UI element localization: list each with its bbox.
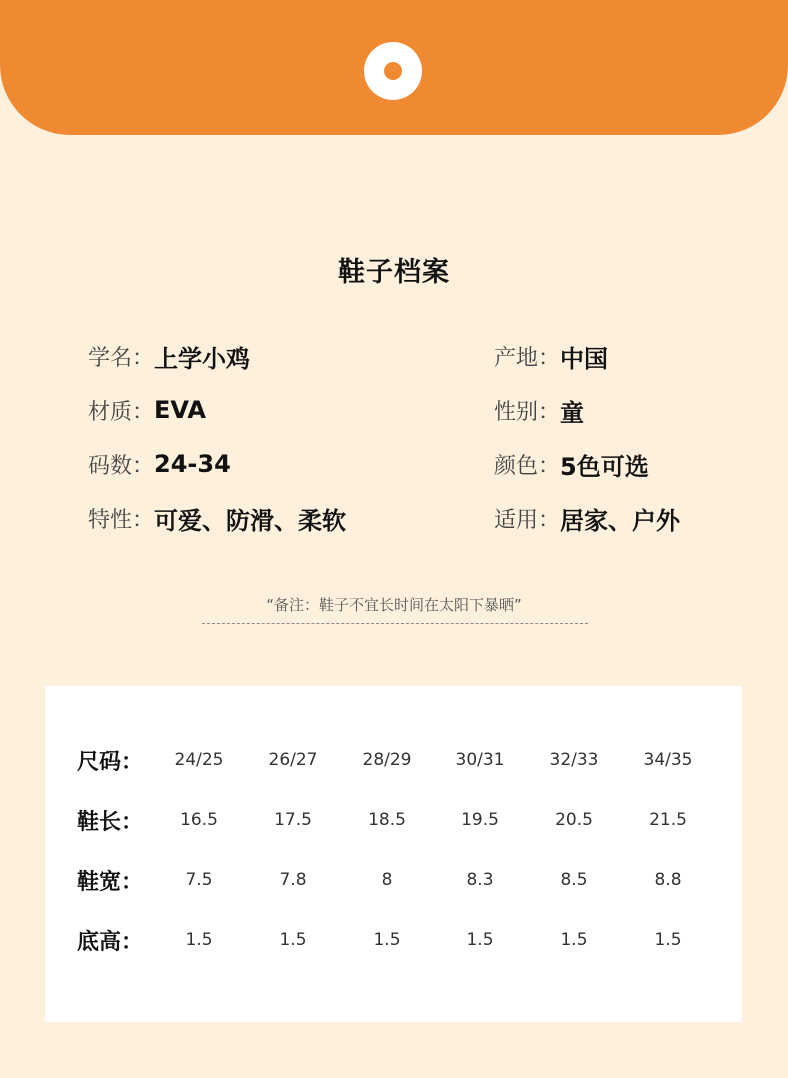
page-title: 鞋子档案 xyxy=(338,257,450,288)
table-cell: 8.3 xyxy=(466,870,494,890)
hang-hole-center xyxy=(384,62,402,80)
table-cell: 34/35 xyxy=(643,750,693,770)
table-cell: 30/31 xyxy=(455,750,505,770)
spec-row-usage xyxy=(494,500,680,536)
table-cell: 1.5 xyxy=(185,930,213,950)
note-divider xyxy=(202,623,588,624)
spec-row-features xyxy=(88,500,346,536)
row-label: 底高： xyxy=(77,929,144,955)
row-label: 鞋长： xyxy=(77,809,144,835)
spec-value: 居家、户外 xyxy=(560,506,681,535)
spec-colon: ： xyxy=(132,507,155,533)
table-cell: 18.5 xyxy=(368,810,406,830)
spec-value: 5色可选 xyxy=(560,452,649,481)
spec-label: 材质 xyxy=(88,399,133,425)
table-cell: 1.5 xyxy=(654,930,682,950)
spec-row-material xyxy=(88,392,206,428)
top-banner xyxy=(0,0,788,135)
spec-value: 中国 xyxy=(560,344,609,373)
table-row xyxy=(45,920,742,960)
table-row xyxy=(45,800,742,840)
spec-value: 童 xyxy=(560,398,585,427)
spec-colon: ： xyxy=(538,399,561,425)
table-cell: 1.5 xyxy=(279,930,307,950)
table-cell: 8 xyxy=(381,870,393,890)
table-row xyxy=(45,740,742,780)
table-cell: 17.5 xyxy=(274,810,312,830)
spec-value: 24-34 xyxy=(154,450,231,478)
spec-colon: ： xyxy=(132,453,155,479)
table-cell: 8.8 xyxy=(654,870,682,890)
table-cell: 7.8 xyxy=(279,870,307,890)
spec-label: 特性 xyxy=(88,507,133,533)
spec-row-origin xyxy=(494,338,608,374)
spec-label: 性别 xyxy=(494,399,539,425)
table-cell: 20.5 xyxy=(555,810,593,830)
table-cell: 24/25 xyxy=(174,750,224,770)
table-cell: 16.5 xyxy=(180,810,218,830)
table-row xyxy=(45,860,742,900)
spec-label: 产地 xyxy=(494,345,539,371)
table-cell: 26/27 xyxy=(268,750,318,770)
spec-colon: ： xyxy=(538,453,561,479)
spec-row-sizes xyxy=(88,446,231,482)
row-label: 尺码： xyxy=(77,749,144,775)
spec-colon: ： xyxy=(132,399,155,425)
table-cell: 1.5 xyxy=(373,930,401,950)
table-cell: 8.5 xyxy=(560,870,588,890)
spec-label: 颜色 xyxy=(494,453,539,479)
spec-colon: ： xyxy=(538,345,561,371)
table-cell: 21.5 xyxy=(649,810,687,830)
table-cell: 7.5 xyxy=(185,870,213,890)
table-cell: 1.5 xyxy=(560,930,588,950)
spec-row-name xyxy=(88,338,250,374)
table-cell: 1.5 xyxy=(466,930,494,950)
spec-label: 适用 xyxy=(494,507,539,533)
spec-value: 可爱、防滑、柔软 xyxy=(154,506,347,535)
size-table xyxy=(45,686,742,1022)
spec-colon: ： xyxy=(538,507,561,533)
spec-value: EVA xyxy=(154,396,206,424)
table-cell: 32/33 xyxy=(549,750,599,770)
table-cell: 19.5 xyxy=(461,810,499,830)
spec-value: 上学小鸡 xyxy=(154,344,251,373)
spec-row-colors xyxy=(494,446,649,482)
care-note: “备注：鞋子不宜长时间在太阳下暴晒” xyxy=(266,596,522,614)
table-cell: 28/29 xyxy=(362,750,412,770)
spec-colon: ： xyxy=(132,345,155,371)
spec-label: 码数 xyxy=(88,453,133,479)
hang-hole-icon xyxy=(364,42,422,100)
row-label: 鞋宽： xyxy=(77,869,144,895)
spec-label: 学名 xyxy=(88,345,133,371)
spec-row-gender xyxy=(494,392,584,428)
